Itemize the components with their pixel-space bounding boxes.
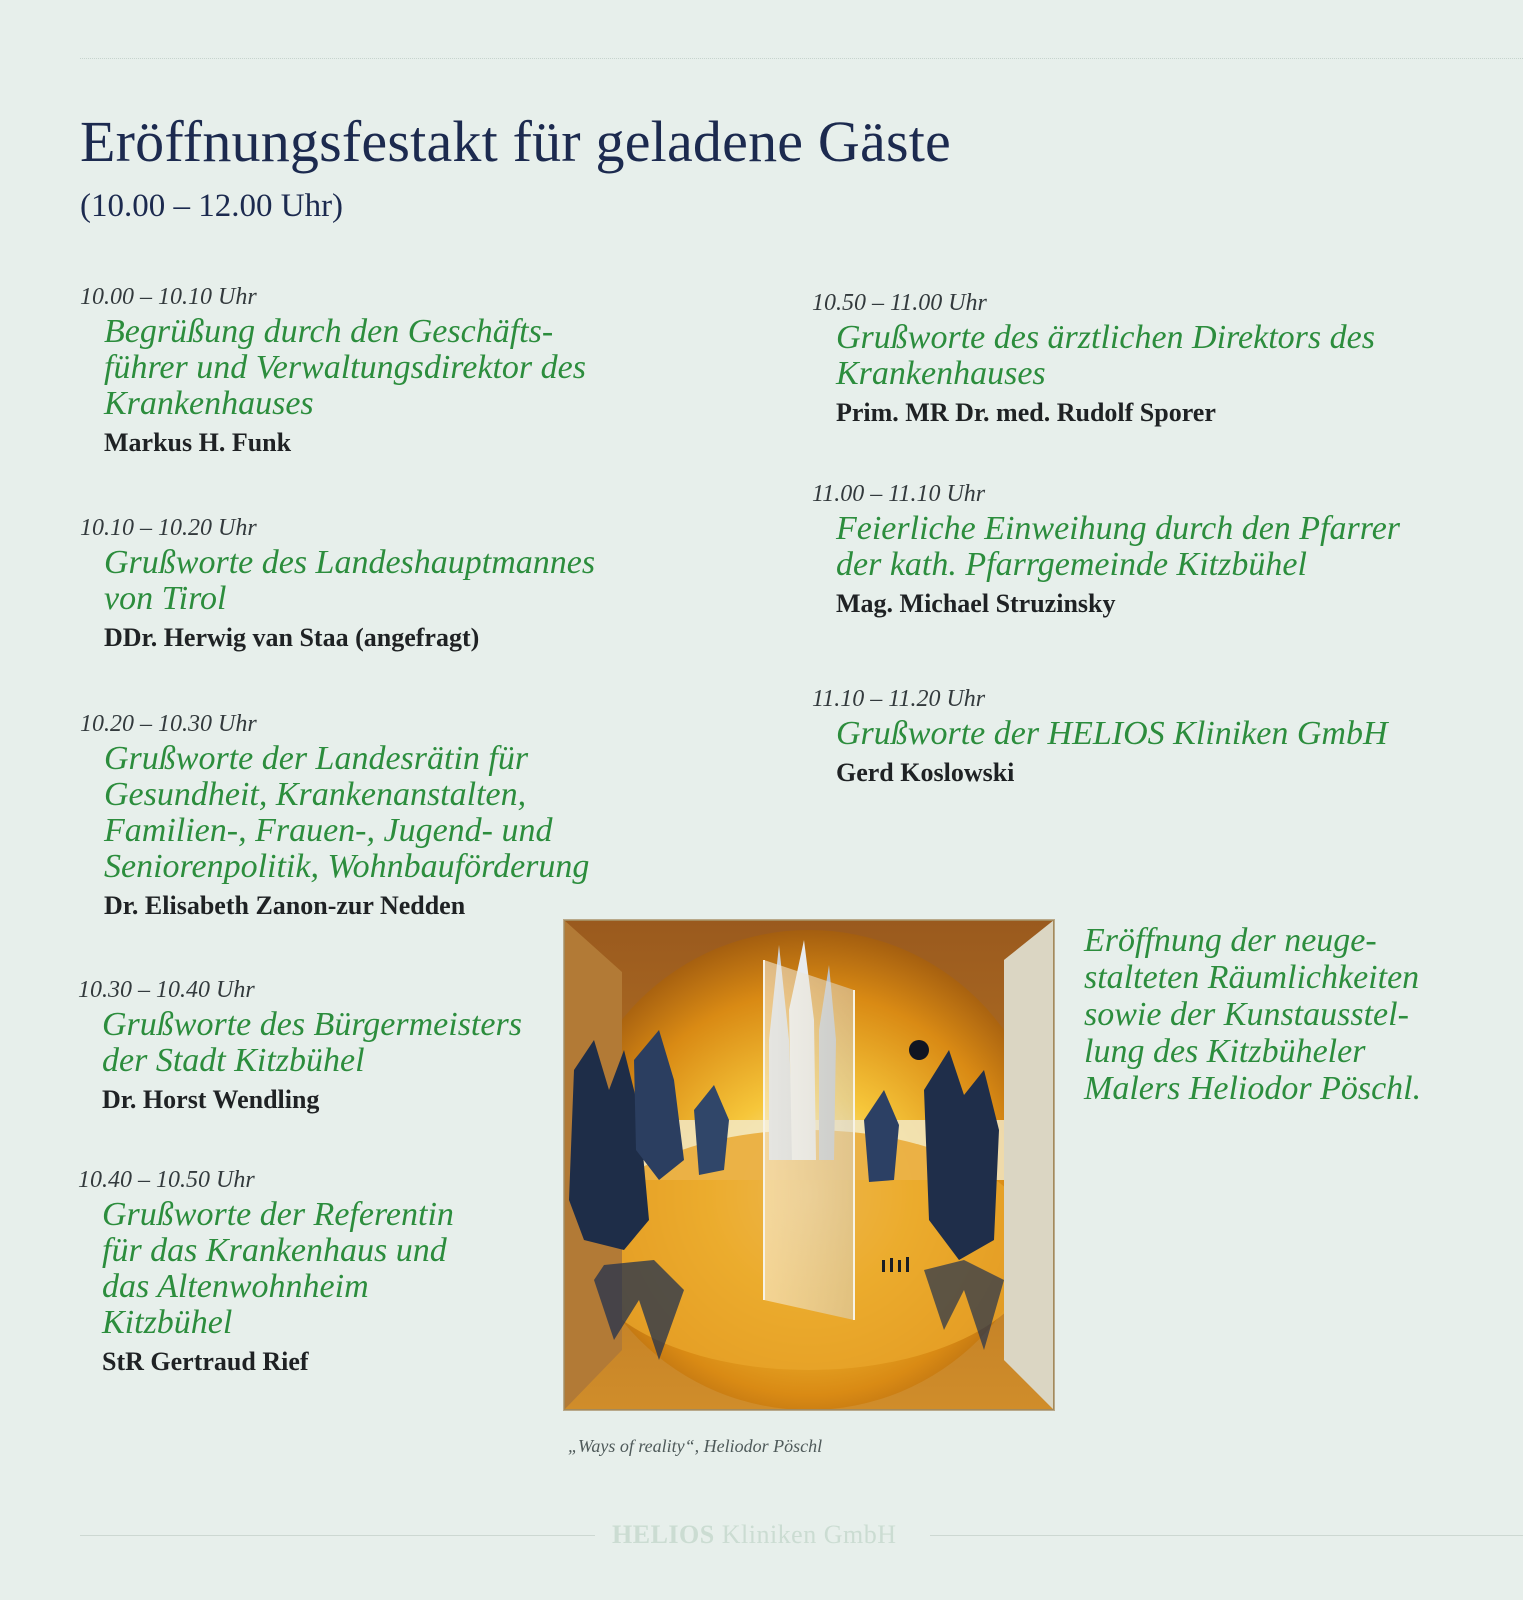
opening-line: stalteten Räumlichkeiten (1084, 959, 1420, 996)
program-speaker: DDr. Herwig van Staa (angefragt) (104, 623, 480, 652)
program-topic (104, 314, 586, 422)
program-time: 10.10 – 10.20 Uhr (80, 515, 257, 541)
page-subtitle: (10.00 – 12.00 Uhr) (80, 188, 344, 224)
topic-line: der kath. Pfarrgemeinde Kitzbühel (836, 546, 1307, 583)
footer-brand (612, 1520, 896, 1550)
program-topic (836, 511, 1400, 583)
program-time: 11.10 – 11.20 Uhr (812, 686, 986, 712)
topic-line: das Altenwohnheim (102, 1268, 369, 1305)
topic-line: der Stadt Kitzbühel (102, 1042, 365, 1079)
opening-line: Eröffnung der neuge- (1084, 922, 1377, 959)
topic-line: Seniorenpolitik, Wohnbauförderung (104, 848, 590, 885)
program-speaker: Mag. Michael Struzinsky (836, 589, 1116, 618)
topic-line: führer und Verwaltungsdirektor des (104, 349, 586, 386)
topic-line: Krankenhauses (836, 355, 1046, 392)
page-title: Eröffnungsfestakt für geladene Gäste (80, 109, 951, 174)
program-topic (102, 1007, 522, 1079)
footer-brand-rest: Kliniken GmbH (714, 1520, 897, 1549)
program-item (78, 1167, 454, 1377)
footer-divider-left (80, 1535, 595, 1536)
program-topic (102, 1197, 454, 1341)
program-speaker: Dr. Elisabeth Zanon-zur Nedden (104, 891, 466, 920)
program-topic (104, 545, 595, 617)
program-topic (104, 741, 589, 885)
topic-line: Grußworte der Referentin (102, 1196, 454, 1233)
program-time: 10.40 – 10.50 Uhr (78, 1167, 255, 1193)
topic-line: Grußworte der HELIOS Kliniken GmbH (836, 715, 1388, 752)
program-time: 10.00 – 10.10 Uhr (80, 284, 257, 310)
topic-line: Grußworte des Bürgermeisters (102, 1006, 522, 1043)
program-item (812, 290, 1375, 428)
program-item (812, 686, 1388, 788)
program-time: 10.50 – 11.00 Uhr (812, 290, 987, 316)
topic-line: Grußworte des Landeshauptmannes (104, 544, 596, 581)
program-speaker: StR Gertraud Rief (102, 1347, 309, 1376)
opening-line: sowie der Kunstausstel- (1084, 996, 1409, 1033)
topic-line: Grußworte des ärztlichen Direktors des (836, 319, 1375, 356)
painting-caption: „Ways of reality“, Heliodor Pöschl (568, 1436, 823, 1456)
topic-line: für das Krankenhaus und (102, 1232, 447, 1269)
topic-line: Krankenhauses (104, 385, 314, 422)
opening-line: lung des Kitzbüheler (1084, 1033, 1366, 1070)
program-item (80, 284, 586, 458)
topic-line: Begrüßung durch den Geschäfts- (104, 313, 554, 350)
topic-line: Gesundheit, Krankenanstalten, (104, 776, 527, 813)
topic-line: Grußworte der Landesrätin für (104, 740, 529, 777)
program-speaker: Dr. Horst Wendling (102, 1085, 320, 1114)
program-topic (836, 716, 1388, 752)
program-speaker: Prim. MR Dr. med. Rudolf Sporer (836, 398, 1216, 427)
exhibition-opening-note (1084, 922, 1464, 1107)
footer-brand-bold: HELIOS (612, 1520, 715, 1549)
program-item (812, 481, 1400, 619)
topic-line: Familien-, Frauen-, Jugend- und (104, 812, 553, 849)
program-time: 11.00 – 11.10 Uhr (812, 481, 986, 507)
painting-ways-of-reality (564, 920, 1054, 1410)
program-topic (836, 320, 1375, 392)
program-item (80, 711, 589, 921)
program-time: 10.30 – 10.40 Uhr (78, 977, 255, 1003)
program-speaker: Markus H. Funk (104, 428, 292, 457)
footer-divider-right (930, 1535, 1523, 1536)
program-time: 10.20 – 10.30 Uhr (80, 711, 257, 737)
opening-line: Malers Heliodor Pöschl. (1084, 1070, 1422, 1107)
topic-line: von Tirol (104, 580, 227, 617)
topic-line: Kitzbühel (102, 1304, 233, 1341)
program-speaker: Gerd Koslowski (836, 758, 1015, 787)
topic-line: Feierliche Einweihung durch den Pfarrer (836, 510, 1401, 547)
program-item (80, 515, 595, 653)
program-item (78, 977, 522, 1115)
top-divider (80, 58, 1523, 59)
